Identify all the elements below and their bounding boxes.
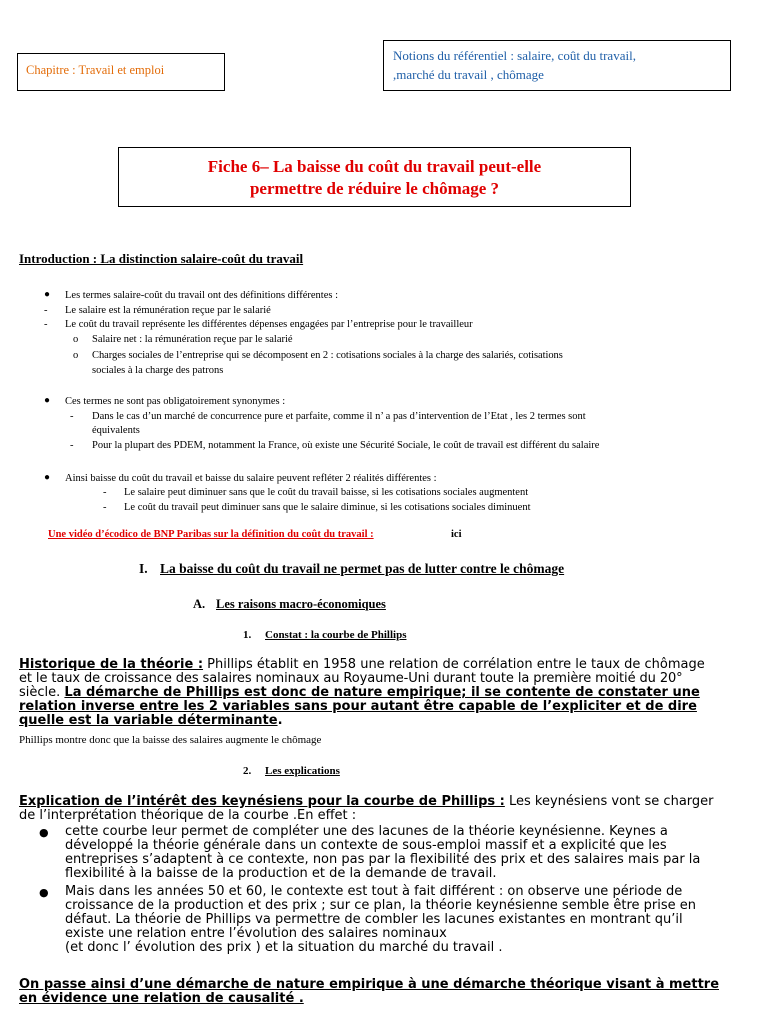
explication-line-2: de l’interprétation théorique de la courbe .En effet :	[19, 808, 357, 823]
chapter-box	[17, 53, 225, 91]
notions-line-2: ,marché du travail , chômage	[393, 67, 544, 82]
intro-bullet-3-dash-2: Le coût du travail peut diminuer sans que le salaire diminue, si les cotisations sociales diminuent	[124, 502, 531, 513]
bullet-icon: ●	[44, 289, 51, 300]
video-link[interactable]: Une vidéo d’écodico de BNP Paribas sur la définition du coût du travail :	[48, 529, 374, 540]
intro-bullet-1-dash-2: Le coût du travail représente les différentes dépenses engagées par l’entreprise pour le travailleur	[65, 319, 473, 330]
explication-bullet-1-line-2: développé la théorie générale dans un contexte de sous-emploi massif et a explicité que les	[65, 838, 667, 853]
bullet-icon: ●	[44, 472, 51, 483]
historique-end: .	[277, 713, 283, 728]
intro-bullet-2-dash-1-line-2: équivalents	[92, 425, 140, 436]
point-1-title: Constat : la courbe de Phillips	[265, 629, 407, 641]
explication-bullet-1-line-4: flexibilité à la baisse de la production et de la demande de travail.	[65, 866, 497, 881]
intro-bullet-1-dash-1: Le salaire est la rémunération reçue par le salarié	[65, 305, 271, 316]
page-title-line-2: permettre de réduire le chômage ?	[249, 179, 500, 198]
dash-icon: -	[103, 487, 107, 498]
explication-bullet-1-line-3: entreprises s’adaptent à ce contexte, non pas par la flexibilité des prix et des salaires mais par la	[65, 852, 701, 867]
subsection-a-title: Les raisons macro-économiques	[216, 597, 386, 611]
historique-line-2: et le taux de croissance des salaires nominaux au Royaume-Uni durant toute la première moitié du 20°	[19, 671, 683, 686]
explication-bullet-2-line-4: existe une relation entre l’évolution des salaires nominaux	[65, 926, 447, 941]
explication-bullet-2-line-1: Mais dans les années 50 et 60, le contexte est tout à fait différent : on observe une période de	[65, 884, 683, 899]
dash-icon: -	[70, 440, 74, 451]
conclusion-line-2: en évidence une relation de causalité .	[19, 991, 304, 1006]
intro-bullet-3-dash-1: Le salaire peut diminuer sans que le coût du travail baisse, si les cotisations sociales augmentent	[124, 487, 529, 498]
explication-label: Explication de l’intérêt des keynésiens pour la courbe de Phillips :	[19, 794, 505, 809]
intro-bullet-3: Ainsi baisse du coût du travail et baisse du salaire peuvent refléter 2 réalités différentes :	[65, 473, 437, 484]
historique-label: Historique de la théorie :	[19, 657, 204, 672]
historique-bold-line-4: relation inverse entre les 2 variables sans pour autant être capable de l’expliciter et de dire	[19, 699, 697, 714]
section-1-number: I.	[139, 561, 148, 576]
conclusion	[19, 978, 719, 1006]
bullet-icon: ●	[39, 826, 49, 839]
notions-line-1: Notions du référentiel : salaire, coût du travail,	[393, 48, 636, 63]
point-2-number: 2.	[243, 765, 252, 777]
bullet-icon: ●	[44, 395, 51, 406]
intro-bullet-1: Les termes salaire-coût du travail ont des définitions différentes :	[65, 290, 339, 301]
explication-bullet-2	[65, 885, 696, 955]
section-1-title: La baisse du coût du travail ne permet pas de lutter contre le chômage	[160, 561, 565, 576]
historique-paragraph	[19, 658, 731, 728]
intro-bullet-2: Ces termes ne sont pas obligatoirement synonymes :	[65, 396, 286, 407]
dash-icon: -	[44, 305, 48, 316]
historique-line-3: siècle.	[19, 685, 65, 700]
dash-icon: -	[103, 502, 107, 513]
historique-bold-line-5: quelle est la variable déterminante	[19, 713, 278, 728]
intro-sub-2-line-1: Charges sociales de l’entreprise qui se décomposent en 2 : cotisations sociales à la charge des salariés, cotisations	[92, 350, 563, 361]
notions-box	[383, 40, 731, 91]
phillips-note: Phillips montre donc que la baisse des salaires augmente le chômage	[19, 734, 322, 746]
intro-sub-2-line-2: sociales à la charge des patrons	[92, 365, 224, 376]
historique-bold-line-3: La démarche de Phillips est donc de nature empirique; il se contente de constater une	[64, 685, 700, 700]
chapter-label: Chapitre : Travail et emploi	[26, 63, 165, 77]
conclusion-line-1: On passe ainsi d’une démarche de nature empirique à une démarche théorique visant à mettre	[19, 977, 720, 992]
historique-line-1: Phillips établit en 1958 une relation de corrélation entre le taux de chômage	[203, 657, 705, 672]
bullet-icon: ●	[39, 886, 49, 899]
explication-line-1: Les keynésiens vont se charger	[504, 794, 714, 809]
title-box	[118, 147, 631, 207]
explication-paragraph	[19, 795, 731, 823]
intro-sub-1: Salaire net : la rémunération reçue par le salarié	[92, 334, 293, 345]
intro-heading: Introduction : La distinction salaire-coût du travail	[19, 251, 304, 266]
circle-bullet-icon: o	[73, 334, 79, 345]
page-title-line-1: Fiche 6– La baisse du coût du travail peut-elle	[207, 157, 542, 176]
explication-bullet-2-line-3: défaut. La théorie de Phillips va permettre de combler les lacunes existantes en montrant qu’il	[65, 912, 683, 927]
subsection-a-number: A.	[193, 597, 206, 611]
point-1-number: 1.	[243, 629, 252, 641]
dash-icon: -	[44, 319, 48, 330]
intro-bullet-2-dash-1-line-1: Dans le cas d’un marché de concurrence pure et parfaite, comme il n’ a pas d’intervention de l’Etat , les 2 termes sont	[92, 411, 586, 422]
circle-bullet-icon: o	[73, 350, 79, 361]
dash-icon: -	[70, 411, 74, 422]
explication-bullet-1	[65, 825, 700, 881]
explication-bullet-2-line-5: (et donc l’ évolution des prix ) et la situation du marché du travail .	[65, 940, 503, 955]
explication-bullet-2-line-2: croissance de la production et des prix ; sur ce plan, la théorie keynésienne semble être prise en	[65, 898, 696, 913]
explication-bullet-1-line-1: cette courbe leur permet de compléter une des lacunes de la théorie keynésienne. Keynes a	[65, 824, 668, 839]
intro-bullet-2-dash-2: Pour la plupart des PDEM, notamment la France, où existe une Sécurité Sociale, le coût de travail est différent du salaire	[92, 440, 600, 451]
video-ici-link[interactable]: ici	[451, 529, 462, 540]
point-2-title: Les explications	[265, 765, 340, 777]
